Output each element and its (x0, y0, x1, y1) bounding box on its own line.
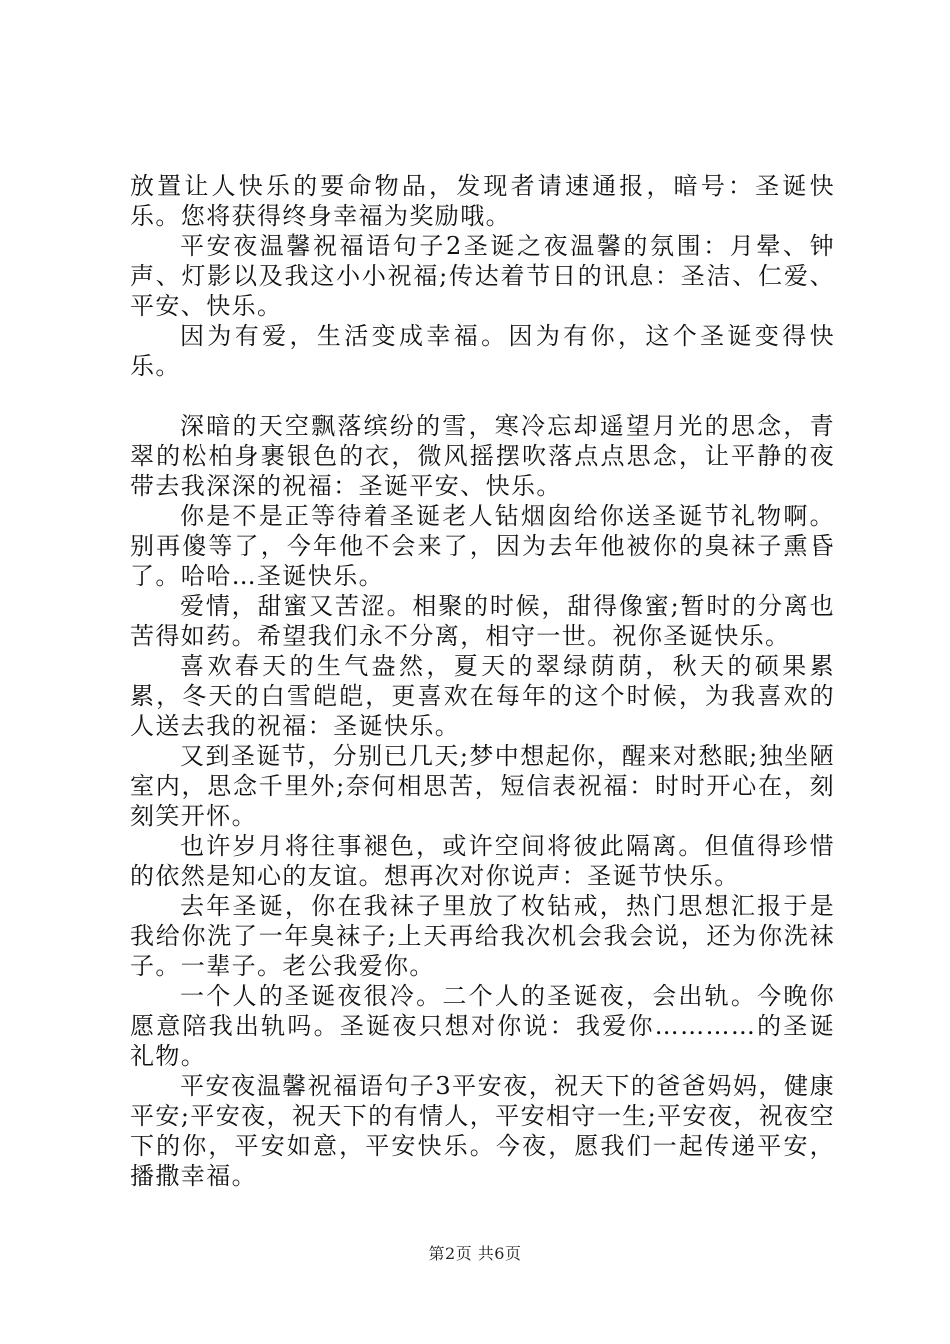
paragraph-4: 深暗的天空飘落缤纷的雪，寒冷忘却遥望月光的思念，青翠的松柏身裹银色的衣，微风摇摆吹落点点思念，让平静的夜带去我深深的祝福：圣诞平安、快乐。 (130, 412, 835, 500)
paragraph-12: 平安夜温馨祝福语句子3平安夜，祝天下的爸爸妈妈，健康平安;平安夜，祝天下的有情人，平安相守一生;平安夜，祝夜空下的你，平安如意，平安快乐。今夜，愿我们一起传递平安，播撒幸福。 (130, 1072, 835, 1190)
paragraph-9: 也许岁月将往事褪色，或许空间将彼此隔离。但值得珍惜的依然是知心的友谊。想再次对你说声：圣诞节快乐。 (130, 832, 835, 890)
paragraph-7: 喜欢春天的生气盎然，夏天的翠绿荫荫，秋天的硕果累累，冬天的白雪皑皑，更喜欢在每年的这个时候，为我喜欢的人送去我的祝福：圣诞快乐。 (130, 652, 835, 740)
paragraph-11: 一个人的圣诞夜很冷。二个人的圣诞夜，会出轨。今晚你愿意陪我出轨吗。圣诞夜只想对你说：我爱你…………的圣诞礼物。 (130, 982, 835, 1070)
page-number-footer: 第2页 共6页 (428, 1244, 522, 1263)
paragraph-1: 放置让人快乐的要命物品，发现者请速通报，暗号：圣诞快乐。您将获得终身幸福为奖励哦。 (130, 172, 835, 230)
paragraph-10: 去年圣诞，你在我袜子里放了枚钻戒，热门思想汇报于是我给你洗了一年臭袜子;上天再给我次机会我会说，还为你洗袜子。一辈子。老公我爱你。 (130, 892, 835, 980)
paragraph-2: 平安夜温馨祝福语句子2圣诞之夜温馨的氛围：月晕、钟声、灯影以及我这小小祝福;传达着节日的讯息：圣洁、仁爱、平安、快乐。 (130, 232, 835, 320)
paragraph-5: 你是不是正等待着圣诞老人钻烟囱给你送圣诞节礼物啊。别再傻等了，今年他不会来了，因为去年他被你的臭袜子熏昏了。哈哈…圣诞快乐。 (130, 502, 835, 590)
paragraph-8: 又到圣诞节，分别已几天;梦中想起你，醒来对愁眠;独坐陋室内，思念千里外;奈何相思苦，短信表祝福：时时开心在，刻刻笑开怀。 (130, 742, 835, 830)
paragraph-6: 爱情，甜蜜又苦涩。相聚的时候，甜得像蜜;暂时的分离也苦得如药。希望我们永不分离，相守一世。祝你圣诞快乐。 (130, 592, 835, 650)
paragraph-3: 因为有爱，生活变成幸福。因为有你，这个圣诞变得快乐。 (130, 322, 835, 380)
document-body (130, 171, 835, 1191)
